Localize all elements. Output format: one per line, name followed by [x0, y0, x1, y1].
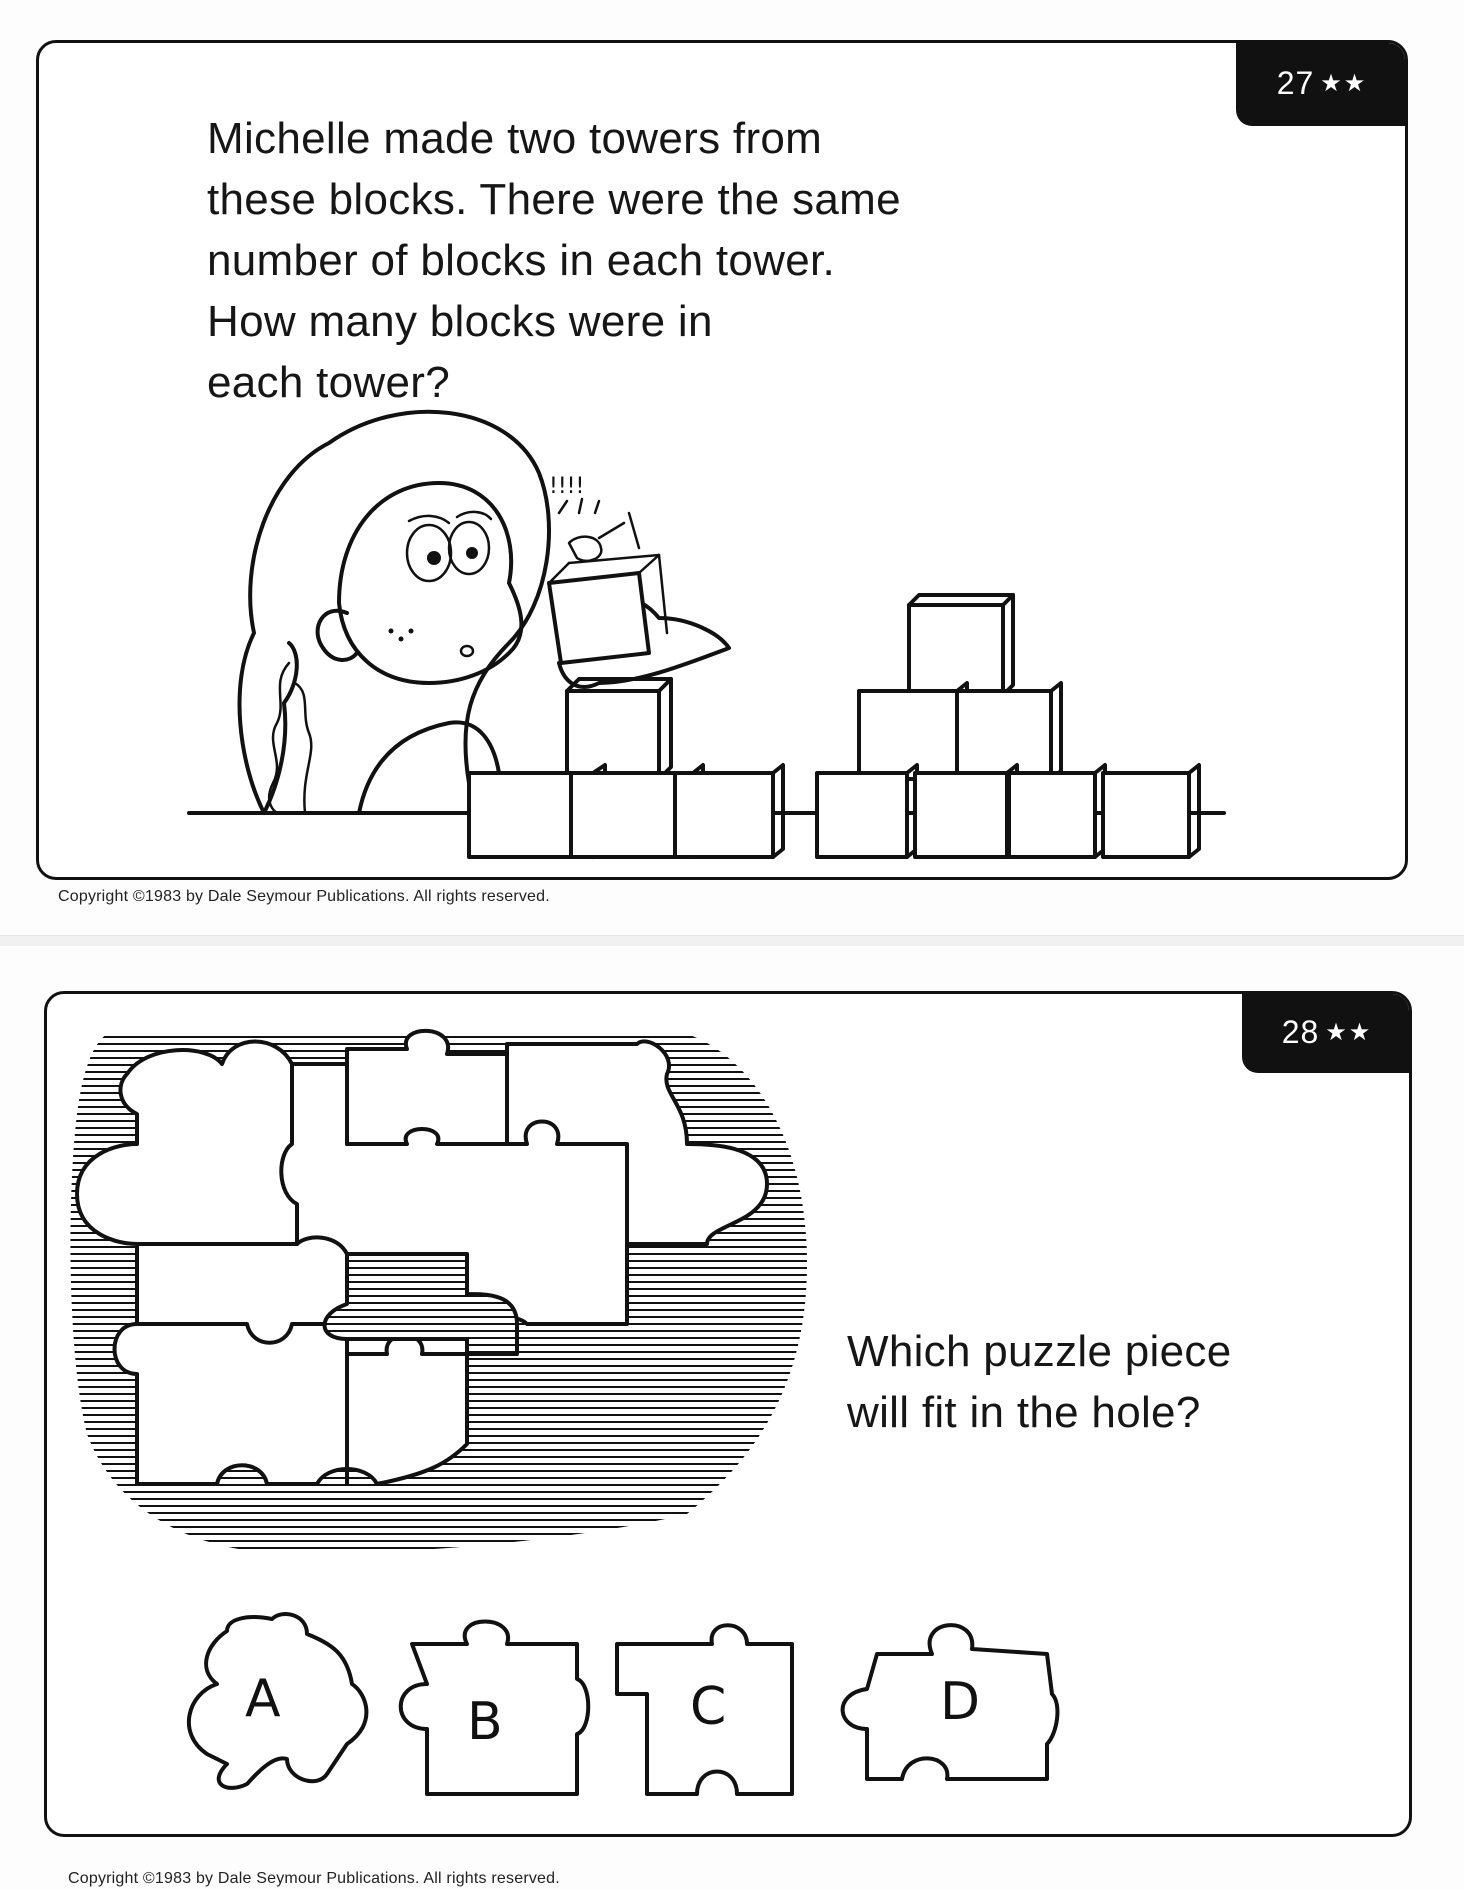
- option-piece-b[interactable]: [401, 1622, 589, 1795]
- option-label: D: [940, 1672, 981, 1732]
- question-line: will fit in the hole?: [847, 1388, 1201, 1437]
- card-number: 28: [1281, 1013, 1320, 1050]
- problem-card-27: [36, 40, 1408, 880]
- option-piece-c[interactable]: [617, 1625, 792, 1794]
- question-line: these blocks. There were the same: [207, 175, 901, 224]
- option-label: B: [467, 1692, 503, 1752]
- option-label: A: [245, 1669, 281, 1729]
- question-line: Which puzzle piece: [847, 1327, 1232, 1376]
- question-line: number of blocks in each tower.: [207, 236, 836, 285]
- option-label: C: [690, 1677, 727, 1737]
- block-group-left: [469, 679, 783, 857]
- card-number: 27: [1276, 64, 1315, 101]
- problem-card-28: [44, 991, 1412, 1837]
- block-group-right: [817, 595, 1199, 857]
- question-line: How many blocks were in: [207, 297, 713, 346]
- question-line: each tower?: [207, 358, 451, 407]
- option-piece-d[interactable]: [843, 1625, 1058, 1779]
- copyright-notice: Copyright ©1983 by Dale Seymour Publications. All rights reserved.: [68, 1870, 560, 1887]
- svg-text:!!!!: !!!!: [549, 474, 585, 499]
- option-piece-a[interactable]: [189, 1614, 367, 1788]
- question-line: Michelle made two towers from: [207, 114, 823, 163]
- difficulty-stars: ★★: [1320, 69, 1368, 97]
- copyright-notice: Copyright ©1983 by Dale Seymour Publications. All rights reserved.: [58, 888, 550, 905]
- difficulty-stars: ★★: [1325, 1018, 1373, 1046]
- girl-with-blocks-illustration: [39, 43, 1405, 877]
- question-text: [847, 1321, 1387, 1443]
